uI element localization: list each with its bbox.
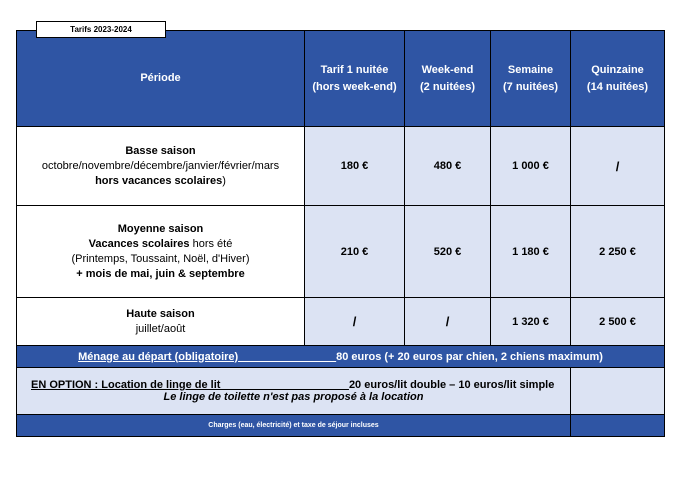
season-tag: Tarifs 2023-2024 <box>36 21 166 38</box>
tariff-table <box>16 30 665 437</box>
mid-season-period <box>17 206 305 298</box>
header-fortnight-line1: Quinzaine <box>591 63 644 76</box>
low-season-title: Basse saison <box>125 144 196 157</box>
low-season-paren: ) <box>222 174 226 187</box>
row-menage <box>17 346 665 368</box>
mid-night-price: 210 € <box>305 206 405 298</box>
high-week-price: 1 320 € <box>491 298 571 346</box>
mid-season-except: hors été <box>189 237 233 250</box>
menage-value: 80 euros (+ 20 euros par chien, 2 chiens maximum) <box>336 350 603 363</box>
low-fortnight-price: / <box>571 127 665 206</box>
option-side-cell <box>571 368 665 415</box>
low-weekend-price: 480 € <box>405 127 491 206</box>
low-season-months: octobre/novembre/décembre/janvier/février/mars <box>41 159 280 172</box>
option-note: Le linge de toilette n'est pas proposé à la location <box>163 391 424 403</box>
high-season-title: Haute saison <box>126 307 195 320</box>
low-season-note: hors vacances scolaires <box>95 174 223 187</box>
option-cell <box>17 368 571 415</box>
low-season-period <box>17 127 305 206</box>
row-mid-season <box>17 206 665 298</box>
header-weekend-line1: Week-end <box>421 63 474 76</box>
row-high-season <box>17 298 665 346</box>
low-night-price: 180 € <box>305 127 405 206</box>
high-season-period <box>17 298 305 346</box>
low-week-price: 1 000 € <box>491 127 571 206</box>
mid-weekend-price: 520 € <box>405 206 491 298</box>
header-weekend <box>405 31 491 127</box>
mid-fortnight-price: 2 250 € <box>571 206 665 298</box>
high-night-price: / <box>305 298 405 346</box>
footer-side-cell <box>571 415 665 437</box>
header-fortnight <box>571 31 665 127</box>
row-option <box>17 368 665 415</box>
header-week <box>491 31 571 127</box>
option-value: 20 euros/lit double – 10 euros/lit simple <box>348 379 555 391</box>
mid-season-months: + mois de mai, juin & septembre <box>76 267 245 280</box>
header-fortnight-line2: (14 nuitées) <box>586 80 649 93</box>
menage-label: Ménage au départ (obligatoire)________________ <box>78 350 337 363</box>
mid-season-holidays: Vacances scolaires <box>88 237 190 250</box>
header-weekend-line2: (2 nuitées) <box>419 80 475 93</box>
high-fortnight-price: 2 500 € <box>571 298 665 346</box>
row-low-season <box>17 127 665 206</box>
high-weekend-price: / <box>405 298 491 346</box>
header-row <box>17 31 665 127</box>
header-night-line2: (hors week-end) <box>312 80 397 93</box>
mid-season-title: Moyenne saison <box>117 222 204 235</box>
header-week-line1: Semaine <box>507 63 554 76</box>
header-night-line1: Tarif 1 nuitée <box>320 63 389 76</box>
option-label: EN OPTION : Location de linge de lit_____________________ <box>31 379 349 391</box>
header-night <box>305 31 405 127</box>
header-week-line2: (7 nuitées) <box>502 80 558 93</box>
footer-note: Charges (eau, électricité) et taxe de séjour incluses <box>17 415 571 437</box>
high-season-months: juillet/août <box>135 322 186 335</box>
row-footer <box>17 415 665 437</box>
menage-band <box>17 346 665 368</box>
mid-week-price: 1 180 € <box>491 206 571 298</box>
mid-season-list: (Printemps, Toussaint, Noël, d'Hiver) <box>71 252 250 265</box>
option-line <box>17 379 570 391</box>
header-period: Période <box>17 31 305 127</box>
